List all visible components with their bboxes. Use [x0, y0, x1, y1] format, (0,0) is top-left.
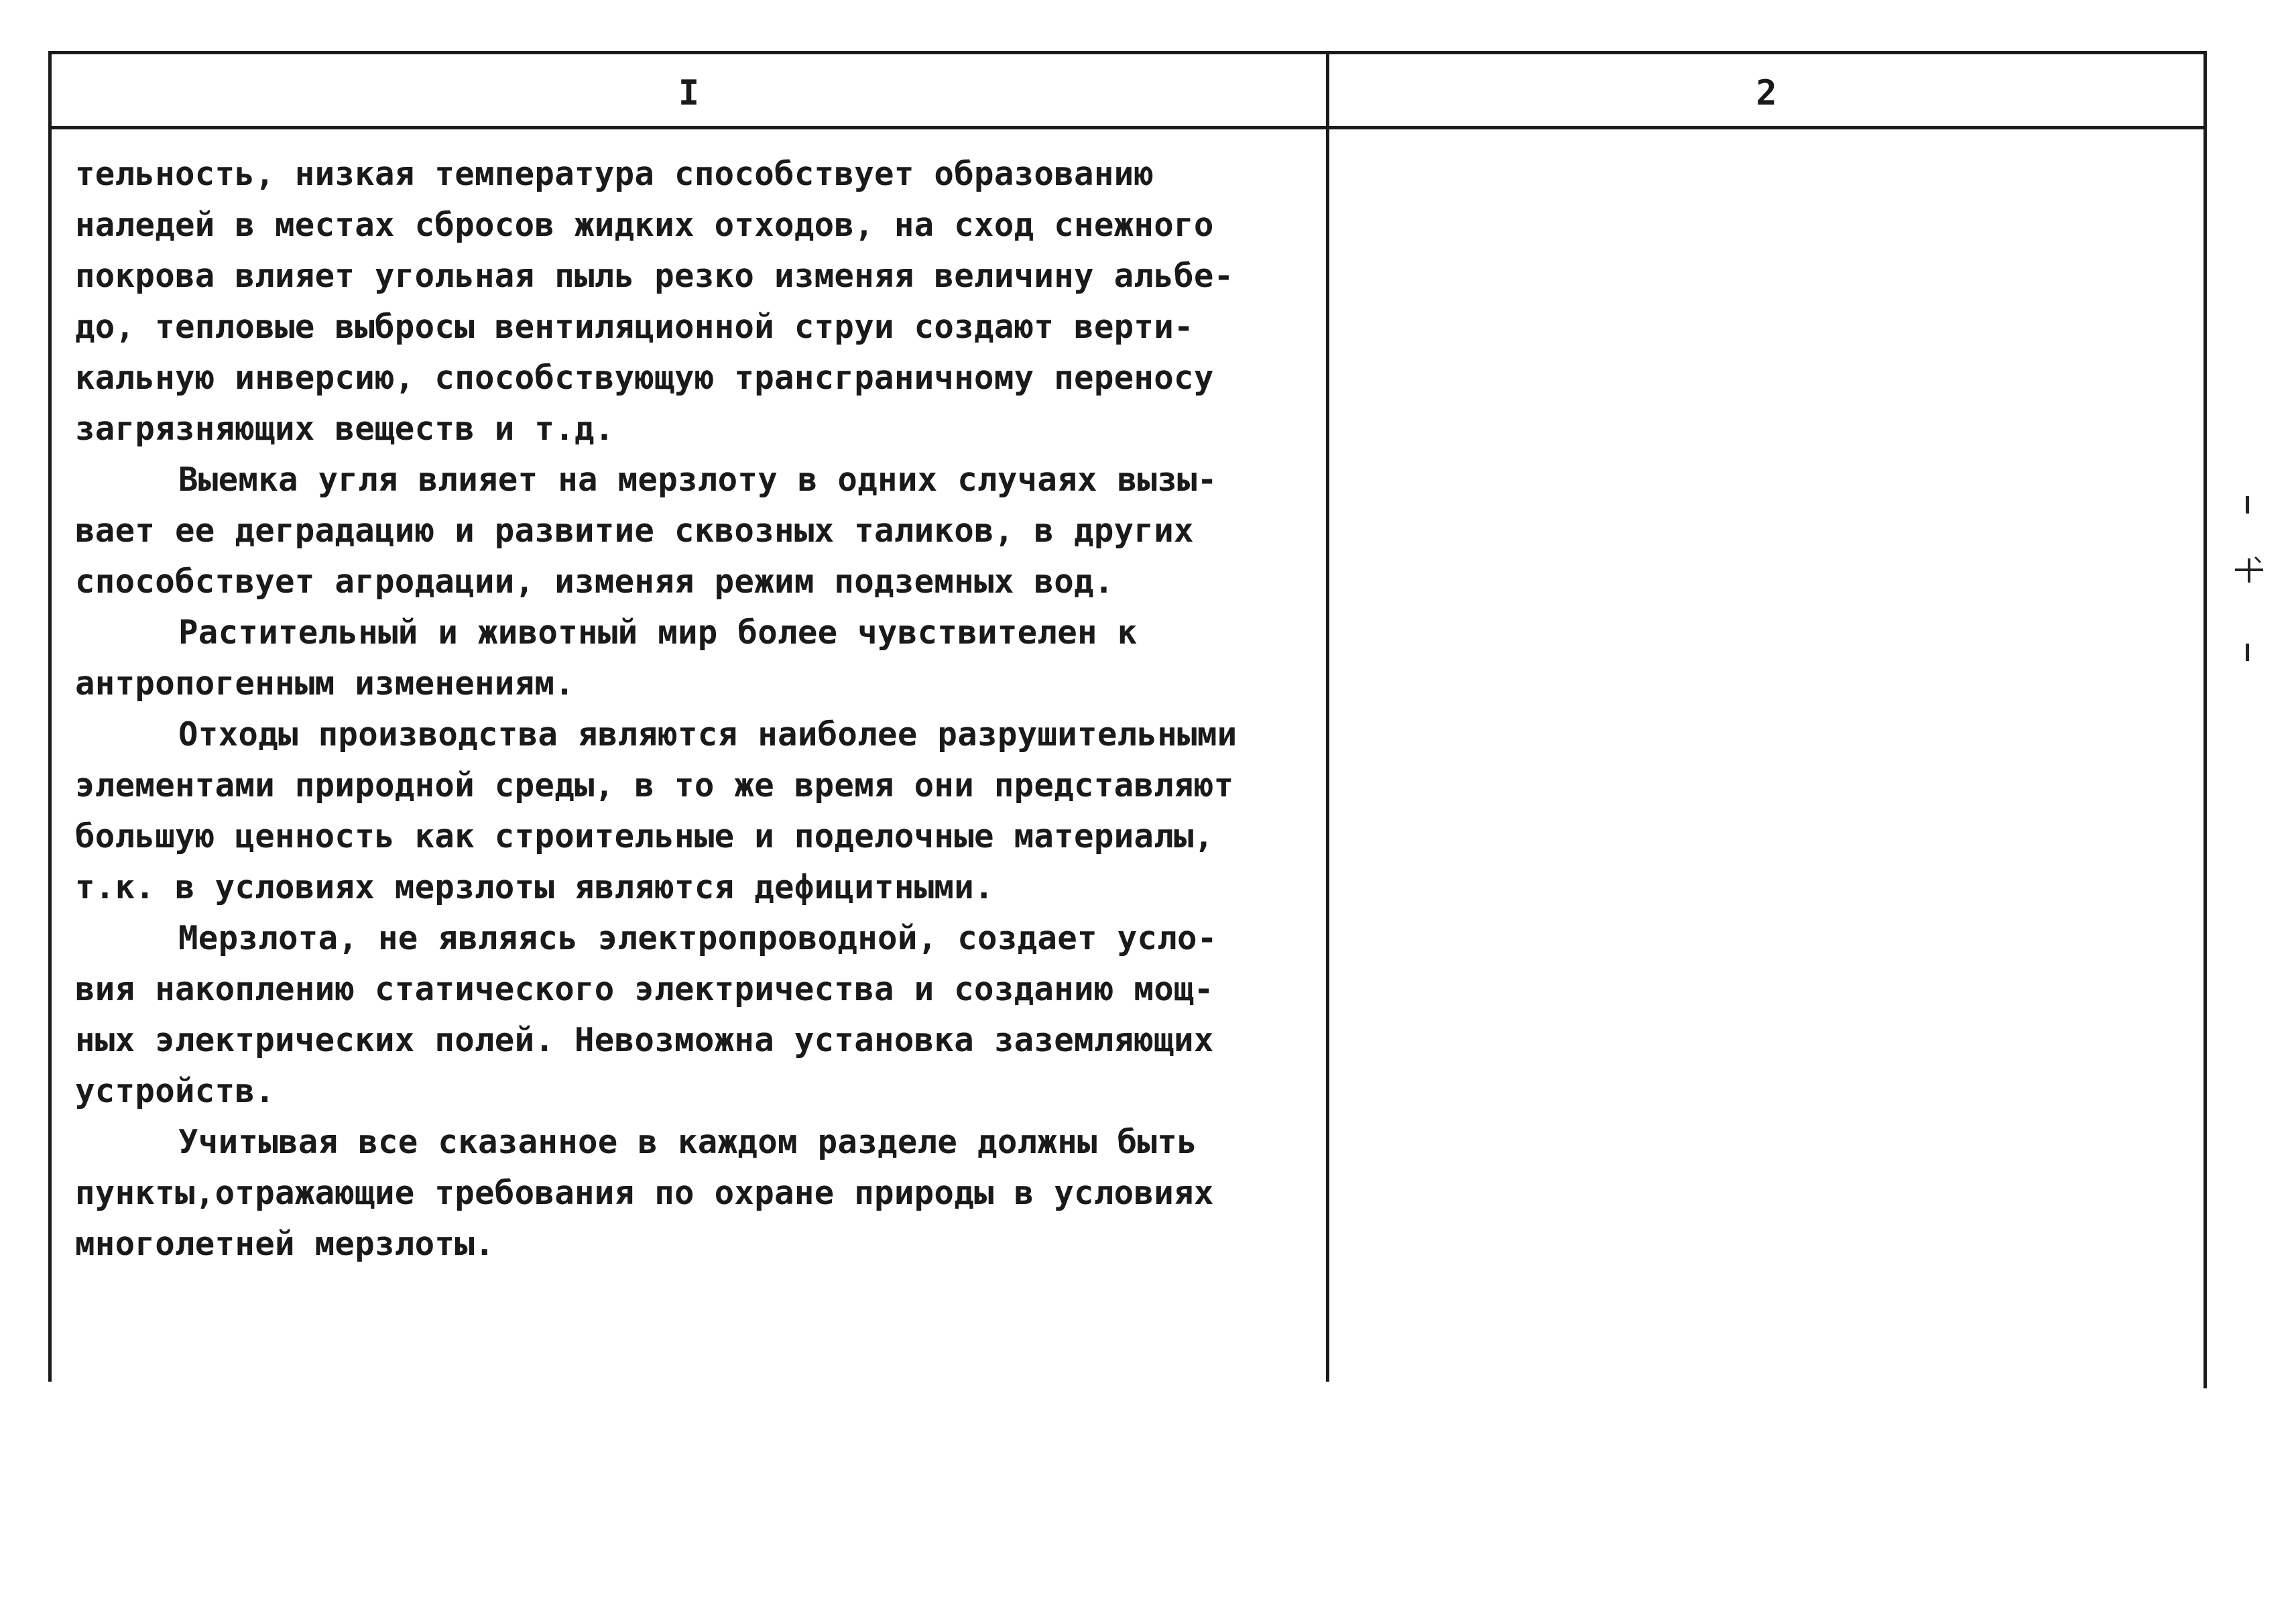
text-line: элементами природной среды, в то же время они представляют — [75, 766, 1234, 804]
document-table — [48, 51, 2207, 1382]
column-1-text — [75, 149, 1315, 1270]
text-line: Выемка угля влияет на мерзлоту в одних случаях вызы- — [178, 461, 1217, 499]
text-line: ных электрических полей. Невозможна установка заземляющих — [75, 1021, 1214, 1059]
text-line: кальную инверсию, способствующую трансграничному переносу — [75, 359, 1214, 397]
text-line: многолетней мерзлоты. — [75, 1225, 495, 1263]
text-line: устройств. — [75, 1072, 276, 1110]
table-top-border — [48, 51, 2207, 54]
registration-cross-icon — [2232, 553, 2266, 587]
margin-marks — [2226, 489, 2273, 677]
text-line: Растительный и животный мир более чувствителен к — [178, 613, 1138, 652]
text-line: Мерзлота, не являясь электропроводной, создает усло- — [178, 919, 1217, 957]
text-line: антропогенным изменениям. — [75, 664, 575, 703]
table-left-border — [48, 51, 52, 1382]
tick-mark-icon — [2246, 496, 2249, 514]
text-line: вия накоплению статического электричества и созданию мощ- — [75, 970, 1214, 1008]
text-line: способствует агродации, изменяя режим подземных вод. — [75, 562, 1114, 601]
tick-mark-icon — [2246, 644, 2249, 661]
text-line: наледей в местах сбросов жидких отходов, на сход снежного — [75, 206, 1214, 244]
header-separator-line — [48, 126, 2207, 129]
text-line: загрязняющих веществ и т.д. — [75, 410, 615, 448]
text-line: Отходы производства являются наиболее разрушительными — [178, 715, 1237, 754]
text-line: покрова влияет угольная пыль резко изменяя величину альбе- — [75, 257, 1234, 295]
table-right-border — [2203, 51, 2207, 1388]
text-line: пункты,отражающие требования по охране природы в условиях — [75, 1174, 1214, 1212]
text-line: тельность, низкая температура способствует образованию — [75, 155, 1154, 193]
text-line: Учитывая все сказанное в каждом разделе должны быть — [178, 1123, 1197, 1161]
column-divider-line — [1326, 51, 1329, 1382]
text-line: вает ее деградацию и развитие сквозных таликов, в других — [75, 512, 1194, 550]
column-header-2: 2 — [1756, 73, 1777, 113]
text-line: большую ценность как строительные и поделочные материалы, — [75, 817, 1214, 855]
column-header-1: I — [678, 73, 700, 113]
text-line: т.к. в условиях мерзлоты являются дефицитными. — [75, 868, 994, 906]
text-line: до, тепловые выбросы вентиляционной струи создают верти- — [75, 308, 1194, 346]
